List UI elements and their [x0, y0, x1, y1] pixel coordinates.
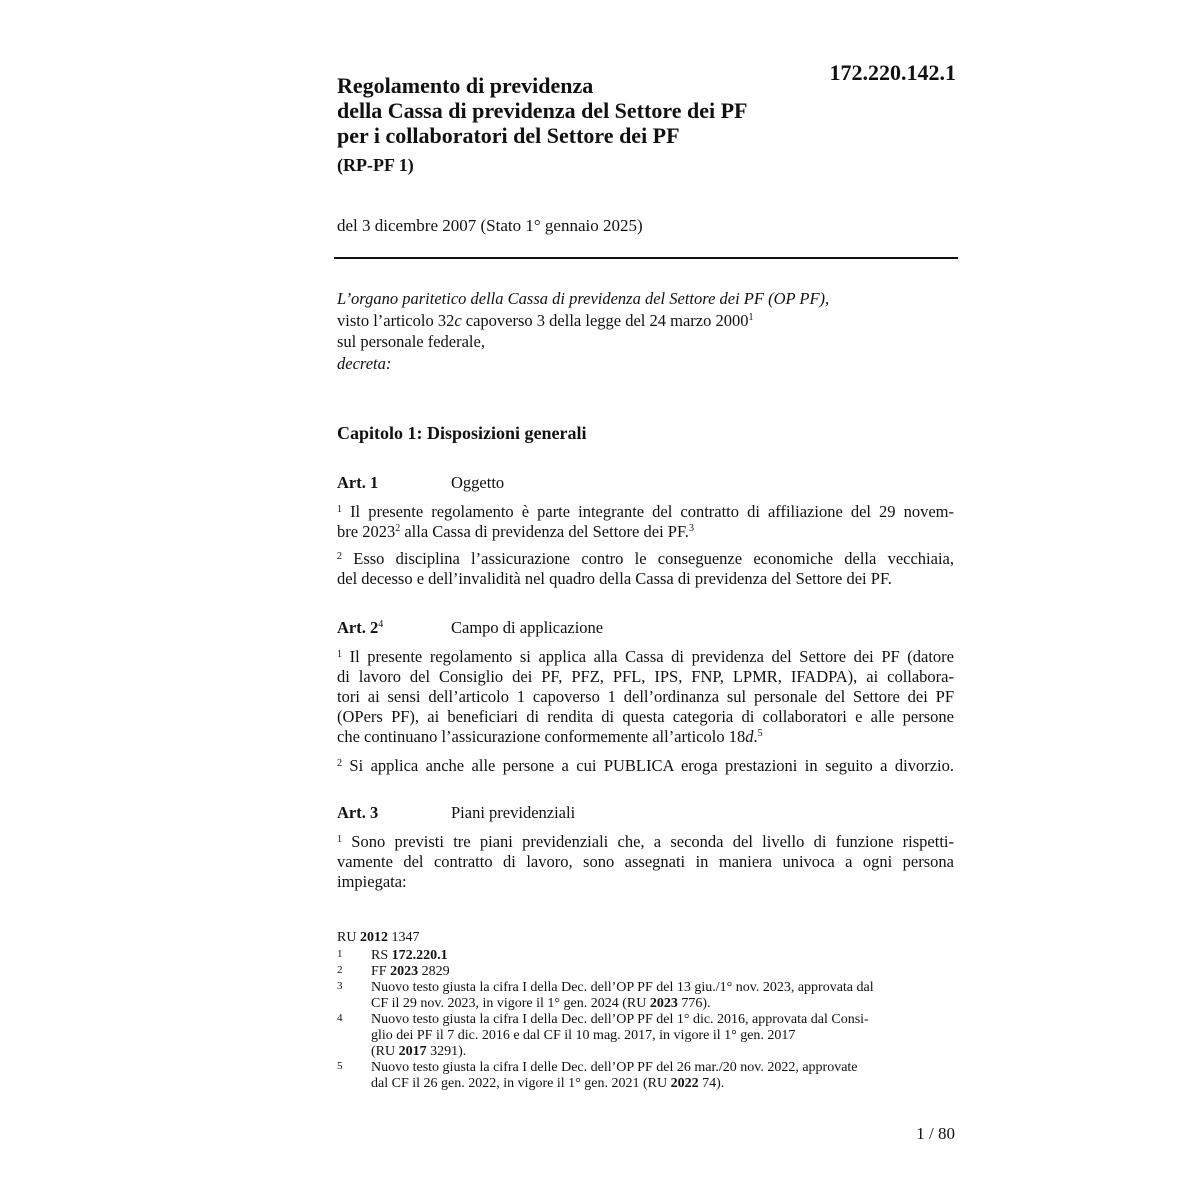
footnote-3: 3 Nuovo testo giusta la cifra I della Dec. dell’OP PF del 13 giu./1° nov. 2023, approvata dal CF il 29 nov. 2023, in vigore il 1° gen. 2024 (RU 2023 776). — [337, 980, 874, 1011]
article-number: Art. 3 — [337, 803, 379, 822]
footnote-number: 4 — [337, 1012, 343, 1024]
footnote-4: 4 Nuovo testo giusta la cifra I della Dec. dell’OP PF del 1° dic. 2016, approvata dal Consi- glio dei PF il 7 dic. 2016 e dal CF il 10 mag. 2017, in vigore il 1° gen. 2017 (RU 2017 3291). — [337, 1012, 869, 1059]
article-3-paragraph-1: $^1$ Sono previsti tre piani previdenziali che, a seconda del livello di funzione rispetti- vamente del contratto di lavoro, sono assegnati in maniera univoca a ogni persona impiegata: — [337, 832, 955, 891]
article-number: Art. $2^4$ — [337, 618, 384, 637]
article-3-heading — [337, 803, 575, 823]
paragraph-number: 1 — [337, 504, 342, 515]
article-title: Campo di applicazione — [451, 618, 604, 637]
official-compilation-ref: RU 2012 1347 — [337, 930, 420, 945]
footnote-ref[interactable]: 3 — [688, 523, 694, 534]
preamble-authority: L’organo paritetico della Cassa di previdenza del Settore dei PF (OP PF), — [337, 289, 830, 308]
preamble-legal-basis: visto l’articolo 32c capoverso 3 della legge del 24 marzo 2000$^1$ — [337, 310, 754, 330]
title-line: Regolamento di previdenza — [337, 73, 594, 98]
document-title — [337, 73, 747, 148]
footnote-1: 1 RS 172.220.1 — [337, 948, 448, 963]
paragraph-number: 2 — [337, 551, 342, 562]
footnote-ref[interactable]: 2 — [395, 523, 401, 534]
preamble-legal-basis-cont: sul personale federale, — [337, 332, 485, 351]
page-number: 1 / 80 — [916, 1124, 955, 1143]
preamble — [337, 288, 829, 374]
paragraph-number: 2 — [337, 758, 342, 769]
footnote-ref[interactable]: 1 — [748, 311, 754, 323]
date-line: del 3 dicembre 2007 (Stato 1° gennaio 2025) — [337, 216, 643, 235]
article-title: Piani previdenziali — [451, 803, 576, 822]
footnote-number: 5 — [337, 1060, 343, 1072]
footnotes — [337, 930, 954, 1092]
footnote-number: 3 — [337, 980, 343, 992]
preamble-decree: decreta: — [337, 353, 392, 373]
title-line: per i collaboratori del Settore dei PF — [337, 123, 680, 148]
article-2-heading — [337, 618, 603, 638]
article-1-heading — [337, 473, 504, 493]
document-page — [337, 0, 959, 1200]
chapter-heading: Capitolo 1: Disposizioni generali — [337, 423, 587, 443]
article-1-paragraph-2: $^2$ Esso disciplina l’assicurazione contro le conseguenze economiche della vecchiaia, del decesso e dell’invalidità nel quadro della Cassa di previdenza del Settore dei PF. — [337, 549, 954, 588]
footnote-number: 1 — [337, 948, 343, 960]
sr-number: 172.220.142.1 — [829, 60, 956, 85]
article-2-paragraph-2: $^2$ Si applica anche alle persone a cui PUBLICA eroga prestazioni in seguito a divorzio. — [337, 756, 955, 775]
footnote-ref[interactable]: 5 — [757, 728, 763, 739]
footnote-5: 5 Nuovo testo giusta la cifra I delle Dec. dell’OP PF del 26 mar./20 nov. 2022, approvate dal CF il 26 gen. 2022, in vigore il 1° gen. 2021 (RU 2022 74). — [337, 1060, 858, 1091]
article-number: Art. 1 — [337, 473, 379, 492]
header-divider — [334, 257, 958, 259]
article-title: Oggetto — [451, 473, 505, 492]
paragraph-number: 1 — [337, 834, 342, 845]
title-abbreviation: (RP-PF 1) — [337, 155, 414, 175]
footnote-2: 2 FF 2023 2829 — [337, 964, 450, 979]
paragraph-number: 1 — [337, 649, 342, 660]
article-2-paragraph-1: $^1$ Il presente regolamento si applica alla Cassa di previdenza del Settore dei PF (datore di lavoro del Consiglio dei PF, PFZ, PFL, IPS, FNP, LPMR, IFADPA), ai collabora- tori ai sensi dell’articolo 1 capoverso 1 dell’ordinanza sul personale del Settore dei PF (OPers PF), ai beneficiari di rendita di questa categoria di collaboratori e alle persone che continuano l’assicurazione conformemente all’articolo 18d.$^5$ — [337, 647, 955, 746]
article-1-paragraph-1: $^1$ Il presente regolamento è parte integrante del contratto di affiliazione del 29 novem- bre 2023$^2$ alla Cassa di previdenza del Settore dei PF.$^3$ — [337, 502, 954, 541]
footnote-ref[interactable]: 4 — [378, 619, 384, 630]
title-line: della Cassa di previdenza del Settore dei PF — [337, 98, 748, 123]
footnote-number: 2 — [337, 964, 343, 976]
